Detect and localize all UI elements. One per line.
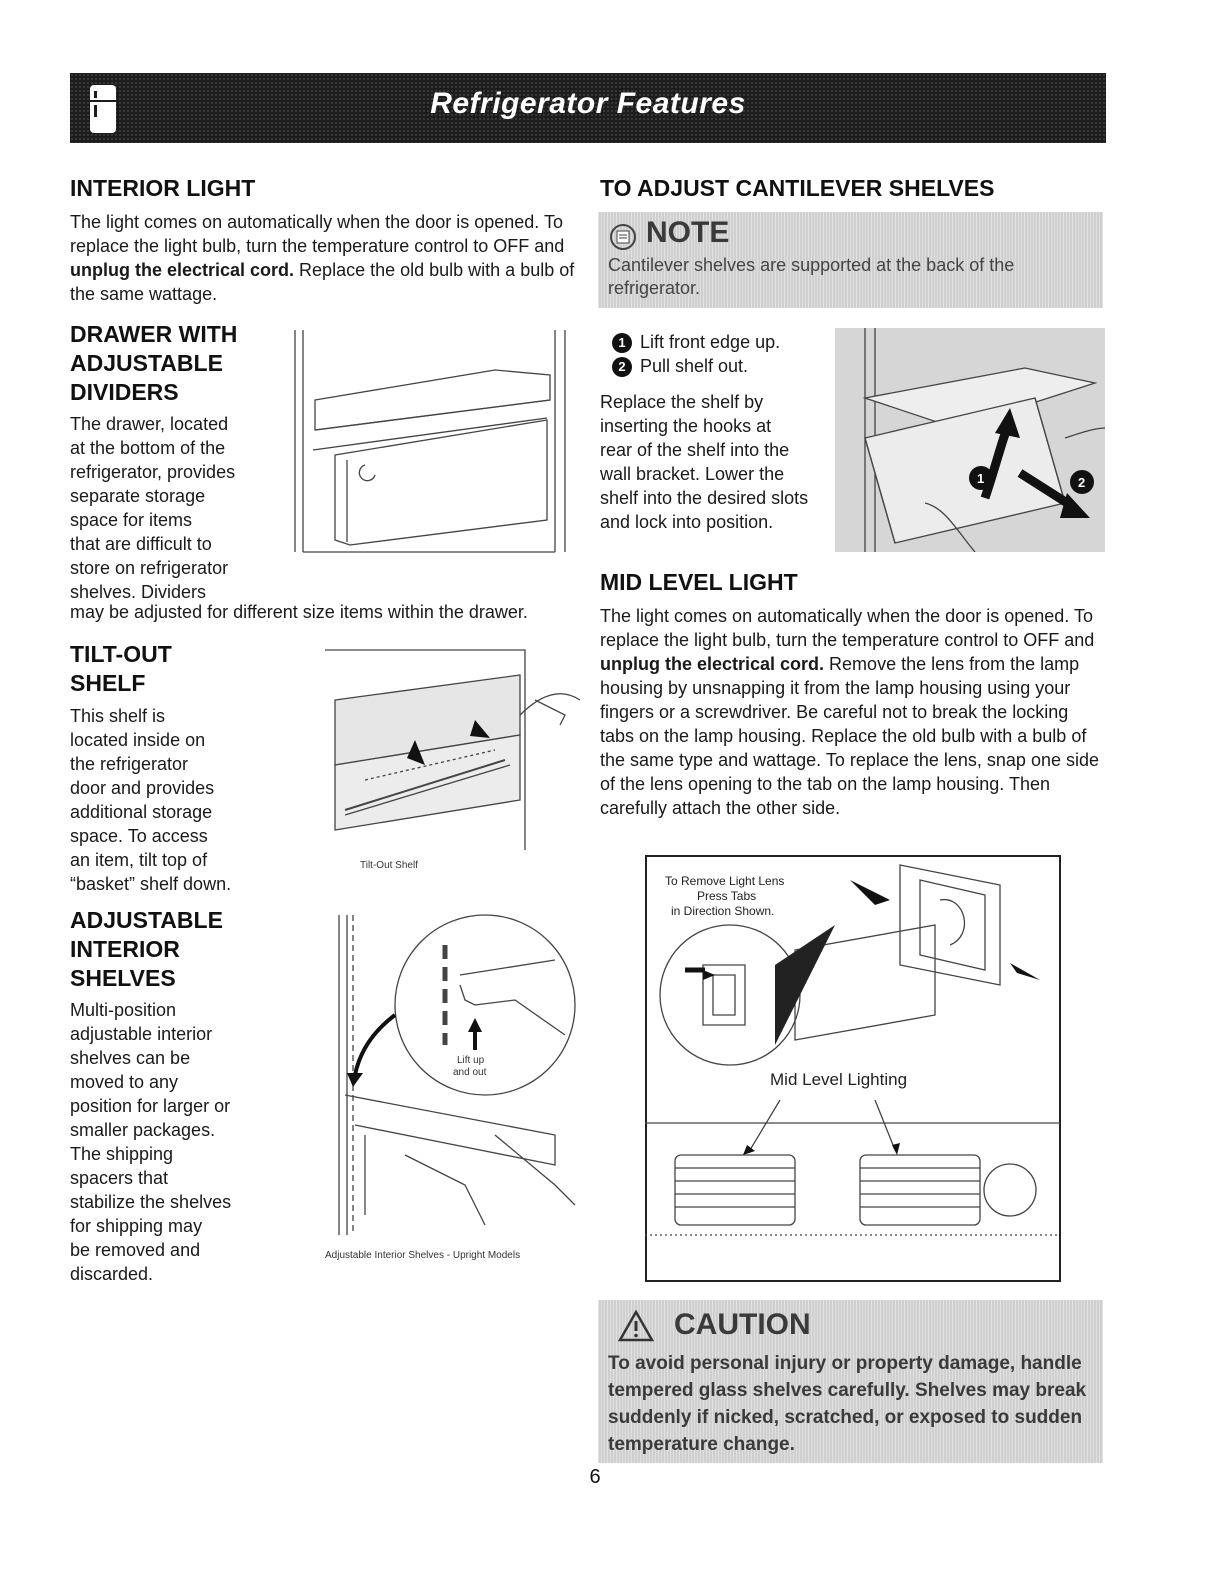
header-banner (70, 73, 1106, 143)
adjustable-shelves-caption: Adjustable Interior Shelves - Upright Models (325, 1250, 521, 1261)
caution-text: To avoid personal injury or property damage, handle tempered glass shelves carefully. Shelves may break suddenly if nicked, scratched, or exposed to sudden temperature change. (608, 1353, 1087, 1455)
note-icon (610, 224, 636, 250)
cantilever-step-2: 2 Pull shelf out. (612, 354, 748, 378)
mid-level-light-text: The light comes on automatically when the door is opened. To replace the light bulb, turn the temperature control to OFF and unplug the electrical cord. Remove the lens from the lamp housing by unsnapping it from the lamp housing using your fingers or a screwdriver. Be careful not to break the locking tabs on the lamp housing. Replace the old bulb with a bulb of the same type and wattage. To replace the lens, snap one side of the lens opening to the tab on the lamp housing. Then carefully attach the other side. (600, 606, 1099, 818)
adjustable-shelves-heading: ADJUSTABLE INTERIOR SHELVES (70, 907, 223, 991)
note-title: NOTE (646, 216, 730, 249)
mid-level-lighting-label: Mid Level Lighting (770, 1070, 908, 1089)
step-number-1: 1 (612, 333, 632, 353)
svg-text:1: 1 (977, 471, 985, 486)
tilt-out-shelf-illustration (305, 640, 585, 855)
adjustable-shelves-illustration (325, 905, 580, 1245)
warning-icon (618, 1310, 654, 1342)
lens-instruction-1: To Remove Light Lens (665, 874, 785, 888)
drawer-illustration (285, 330, 575, 555)
lens-instruction-3: in Direction Shown. (671, 904, 775, 918)
interior-light-text: The light comes on automatically when the door is opened. To replace the light bulb, turn the temperature control to OFF and unplug the electrical cord. Replace the old bulb with a bulb of the same wattage. (70, 212, 575, 304)
note-box (598, 212, 1103, 308)
mid-level-lighting-illustration (645, 855, 1061, 1282)
tilt-out-text: This shelf is located inside on the refrigerator door and provides additional storage space. To access an item, tilt top of “basket” shelf down. (70, 706, 232, 894)
lift-up-label-2: and out (453, 1067, 487, 1078)
cantilever-step-1: 1 Lift front edge up. (612, 330, 780, 354)
lens-instruction-2: Press Tabs (697, 889, 757, 903)
cantilever-shelf-illustration (835, 328, 1105, 552)
caution-title: CAUTION (674, 1308, 811, 1341)
cantilever-text: Replace the shelf by inserting the hooks at rear of the shelf into the wall bracket. Lower the shelf into the desired slots and lock into position. (600, 392, 809, 532)
caution-box (598, 1300, 1103, 1463)
page-title: Refrigerator Features (430, 87, 746, 120)
drawer-text: The drawer, located at the bottom of the refrigerator, provides separate storage space for items that are difficult to store on refrigerator shelves. Dividers (70, 414, 236, 602)
tilt-out-caption: Tilt-Out Shelf (360, 860, 418, 871)
drawer-heading: DRAWER WITH ADJUSTABLE DIVIDERS (70, 321, 238, 405)
tilt-out-heading: TILT-OUT SHELF (70, 641, 172, 696)
lift-up-label-1: Lift up (457, 1055, 485, 1066)
note-text: Cantilever shelves are supported at the back of the refrigerator. (608, 255, 1015, 298)
interior-light-heading: INTERIOR LIGHT (70, 175, 256, 201)
cantilever-heading: TO ADJUST CANTILEVER SHELVES (600, 175, 995, 201)
mid-level-light-heading: MID LEVEL LIGHT (600, 569, 798, 595)
drawer-text-full: may be adjusted for different size items within the drawer. (70, 602, 528, 622)
step-number-2: 2 (612, 357, 632, 377)
adjustable-shelves-text: Multi-position adjustable interior shelves can be moved to any position for larger or smaller packages. The shipping spacers that stabilize the shelves for shipping may be removed and discarded. (70, 1000, 232, 1284)
svg-text:2: 2 (1078, 475, 1086, 490)
page-number: 6 (589, 1466, 601, 1488)
